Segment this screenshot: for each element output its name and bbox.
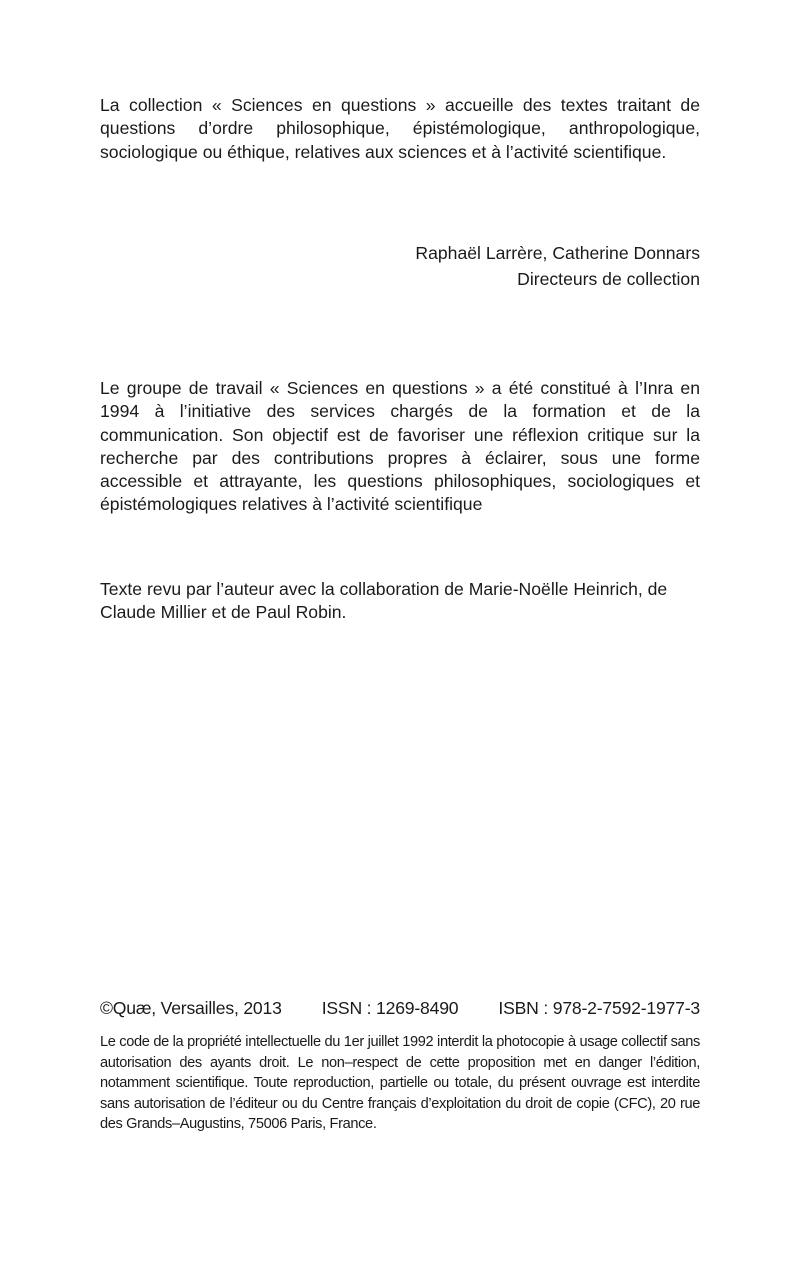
issn-number: ISSN : 1269-8490 — [321, 998, 459, 1018]
copyright-line — [100, 996, 700, 1020]
directors-role: Directeurs de collection — [517, 269, 700, 289]
working-group-paragraph: Le groupe de travail « Sciences en questions » a été constitué à l’Inra en 1994 à l’initiative des services chargés de la formation et de la communication. Son objectif est de favoriser une réflexion critique sur la recherche par des contributions propres à éclairer, sous une forme accessible et attrayante, les questions philosophiques, sociologiques et épistémologiques relatives à l’activité scientifique — [100, 378, 700, 515]
legal-notice-paragraph: Le code de la propriété intellectuelle du 1er juillet 1992 interdit la photocopie à usage collectif sans autorisation des ayants droit. Le non–respect de cette proposition met en danger l’édition, notamment scientifique. Toute reproduction, partielle ou totale, du présent ouvrage est interdite sans autorisation de l’éditeur ou du Centre français d’exploitation du droit de copie (CFC), 20 rue des Grands–Augustins, 75006 Paris, France. — [100, 1034, 700, 1133]
directors-names: Raphaël Larrère, Catherine Donnars — [415, 243, 700, 263]
isbn-number: ISBN : 978-2-7592-1977-3 — [498, 998, 700, 1018]
review-credits-paragraph: Texte revu par l’auteur avec la collaboration de Marie-Noëlle Heinrich, de Claude Millier et de Paul Robin. — [100, 579, 668, 623]
copyright-publisher: ©Quæ, Versailles, 2013 — [100, 998, 282, 1018]
collection-directors-signature — [100, 240, 700, 292]
collection-intro-paragraph: La collection « Sciences en questions » accueille des textes traitant de questions d’ordre philosophique, épistémologique, anthropologique, sociologique ou éthique, relatives aux sciences et à l’activité scientifique. — [100, 95, 700, 162]
